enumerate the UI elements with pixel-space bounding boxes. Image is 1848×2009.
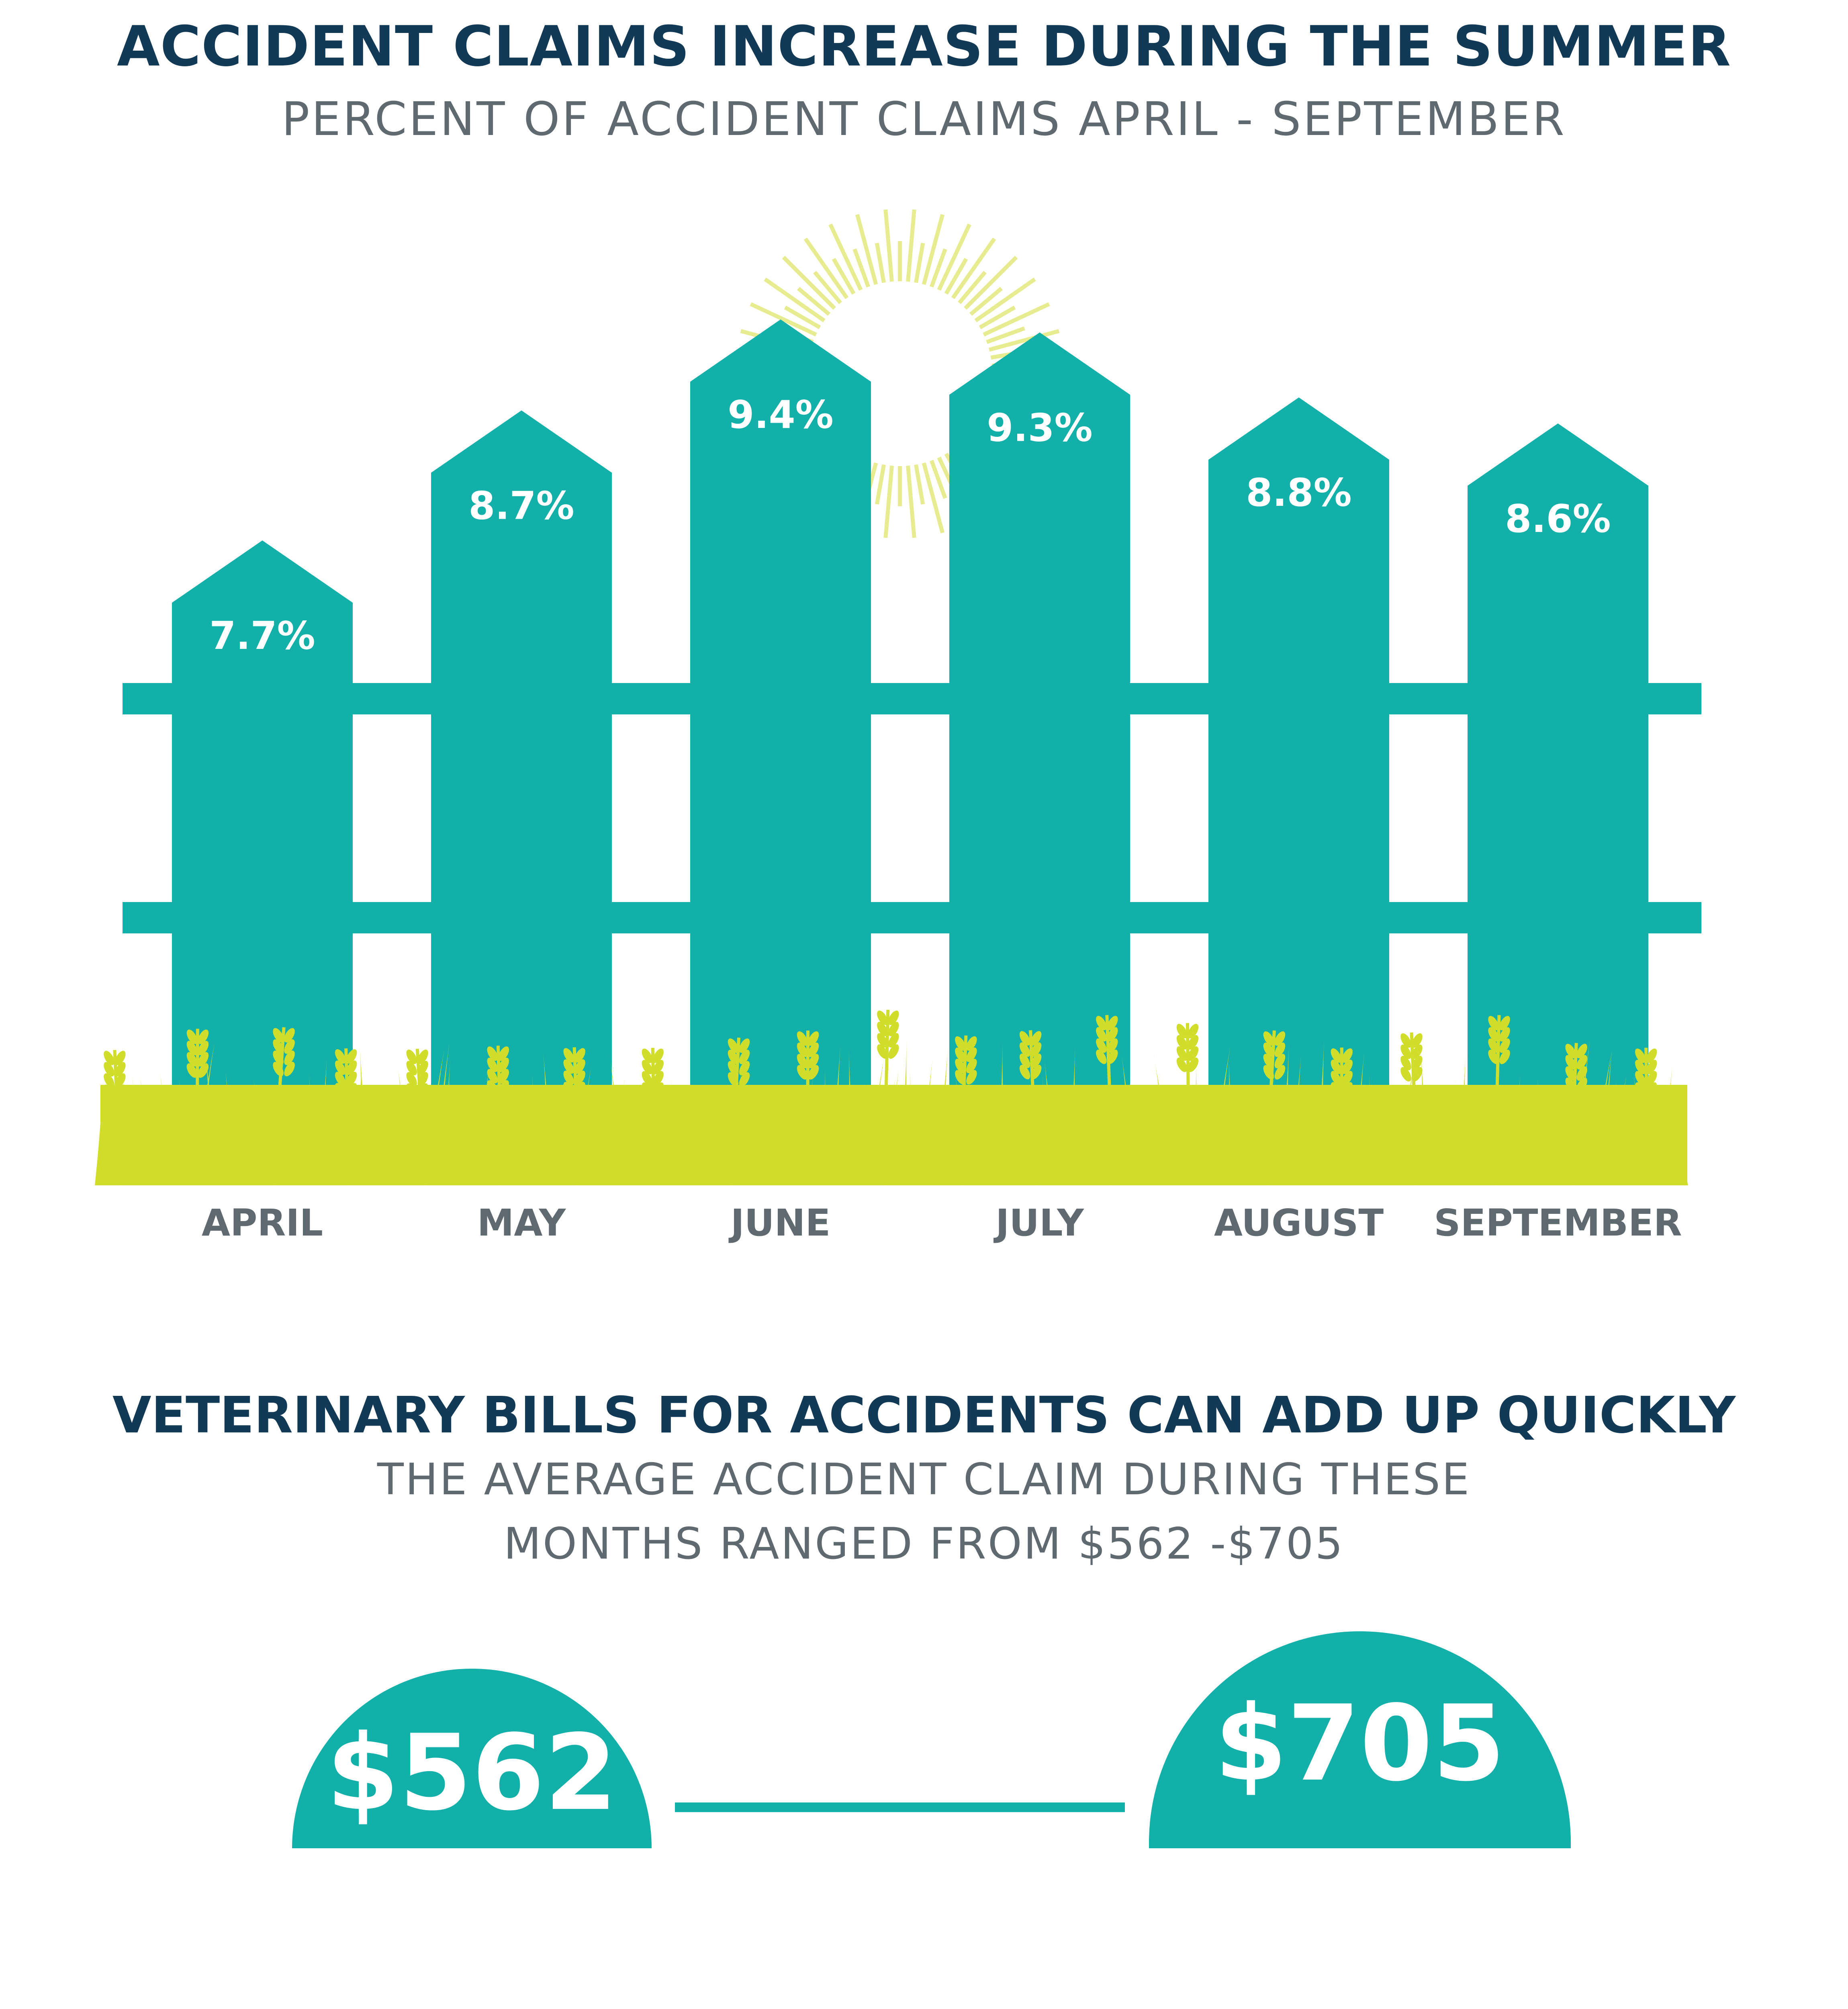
category-label-may: MAY bbox=[477, 1201, 566, 1244]
sun-ray bbox=[908, 210, 914, 282]
data-label-june: 9.4% bbox=[728, 393, 834, 437]
sun-ray bbox=[916, 243, 923, 282]
sun-ray bbox=[798, 288, 829, 314]
page-title: ACCIDENT CLAIMS INCREASE DURING THE SUMMER bbox=[117, 14, 1731, 79]
fence-rail-top bbox=[123, 683, 1701, 714]
min-claim-badge: $562 bbox=[292, 1669, 652, 1848]
sun-ray bbox=[783, 257, 834, 308]
data-label-may: 8.7% bbox=[468, 484, 574, 528]
max-claim-badge: $705 bbox=[1149, 1631, 1571, 1848]
category-label-september: SEPTEMBER bbox=[1434, 1201, 1682, 1244]
sun-ray bbox=[908, 466, 914, 538]
sun-ray bbox=[959, 272, 985, 303]
category-label-august: AUGUST bbox=[1214, 1201, 1384, 1244]
vet-bills-subtitle-line1: THE AVERAGE ACCIDENT CLAIM DURING THESE bbox=[377, 1455, 1471, 1505]
category-label-april: APRIL bbox=[201, 1201, 323, 1244]
bar-june bbox=[690, 319, 871, 1181]
fence-bars bbox=[172, 319, 1648, 1181]
data-label-april: 7.7% bbox=[209, 614, 315, 658]
page-subtitle: PERCENT OF ACCIDENT CLAIMS APRIL - SEPTEMBER bbox=[282, 92, 1566, 146]
vet-bills-title: VETERINARY BILLS FOR ACCIDENTS CAN ADD UP QUICKLY bbox=[112, 1386, 1736, 1444]
data-label-august: 8.8% bbox=[1246, 471, 1352, 516]
sun-ray bbox=[924, 463, 943, 533]
sun-ray bbox=[857, 215, 876, 284]
sun-ray bbox=[916, 465, 923, 504]
category-label-july: JULY bbox=[996, 1201, 1084, 1244]
category-label-june: JUNE bbox=[730, 1201, 831, 1244]
vet-bills-subtitle-line2: MONTHS RANGED FROM $562 -$705 bbox=[503, 1519, 1345, 1569]
data-label-september: 8.6% bbox=[1505, 497, 1611, 541]
sun-ray bbox=[971, 288, 1002, 314]
range-connector-line bbox=[675, 1802, 1125, 1812]
data-label-july: 9.3% bbox=[987, 406, 1093, 450]
sun-ray bbox=[877, 243, 884, 282]
sun-ray bbox=[965, 257, 1016, 308]
sun-ray bbox=[885, 466, 892, 538]
sun-ray bbox=[885, 210, 892, 282]
sun-ray bbox=[815, 272, 840, 303]
fence-rail-bottom bbox=[123, 902, 1701, 933]
fence-rails bbox=[123, 683, 1701, 933]
sun-ray bbox=[877, 465, 884, 504]
sun-ray bbox=[924, 215, 943, 284]
